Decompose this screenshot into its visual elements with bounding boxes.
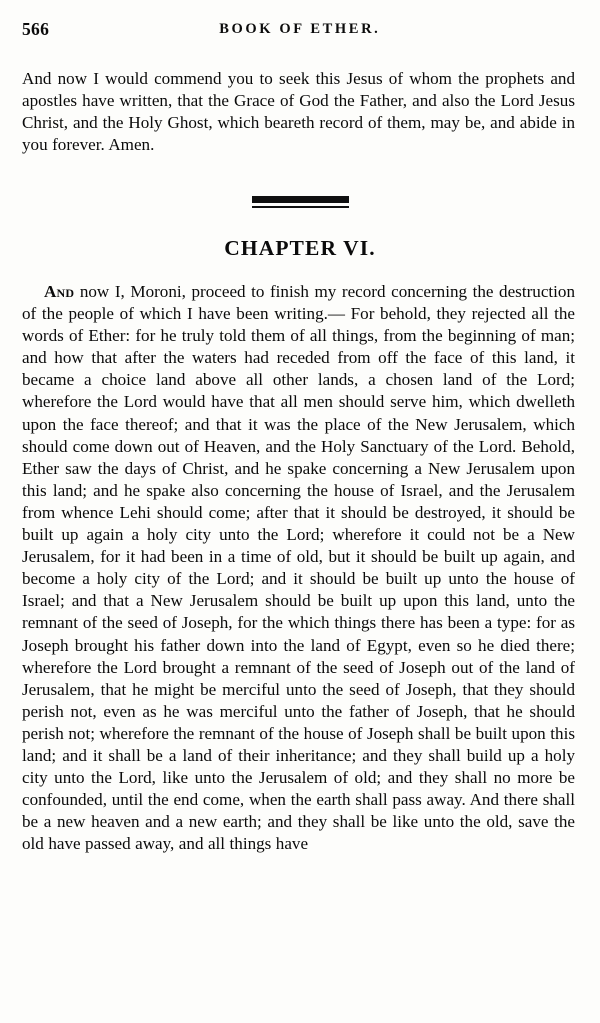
chapter-divider-ornament <box>0 196 600 208</box>
chapter-opening-word: And <box>44 282 75 301</box>
chapter-heading: CHAPTER VI. <box>224 236 376 260</box>
chapter-body-block <box>22 281 575 855</box>
running-head <box>22 18 575 40</box>
page-number: 566 <box>22 19 50 39</box>
intro-paragraph-block <box>22 68 575 156</box>
intro-paragraph: And now I would commend you to seek this Jesus of whom the prophets and apostles have written, that the Grace of God the Father, and also the Lord Jesus Christ, and the Holy Ghost, which beareth record of them, may be, and abide in you forever. Amen. <box>22 69 575 155</box>
divider-thick-bar <box>252 196 349 203</box>
chapter-body-paragraph <box>22 281 575 855</box>
divider-thin-rule <box>252 206 349 208</box>
chapter-body-text: now I, Moroni, proceed to finish my record concerning the destruction of the people of which I have been writing.— For behold, they rejected all the words of Ether: for he truly told them of all things, from the beginning of man; and how that after the waters had receded from off the face of this land, it became a choice land above all other lands, a chosen land of the Lord; wherefore the Lord would have that all men should serve him, which dwelleth upon the face thereof; and that it was the place of the New Jerusalem, which should come down out of Heaven, and the Holy Sanctuary of the Lord. Behold, Ether saw the days of Christ, and he spake concerning a New Jerusalem upon this land; and he spake also concerning the house of Israel, and the Jerusalem from whence Lehi should come; after that it should be destroyed, it should be built up again a holy city unto the Lord; wherefore it could not be a New Jerusalem, for it had been in a time of old, but it should be built up again, and become a holy city of the Lord; and it should be built up unto the house of Israel; and that a New Jerusalem should be built up upon this land, unto the remnant of the seed of Joseph, for the which things there has been a type: for as Joseph brought his father down into the land of Egypt, even so he died there; wherefore the Lord brought a remnant of the seed of Joseph out of the land of Jerusalem, that he might be merciful unto the seed of Joseph, that they should perish not, even as he was merciful unto the father of Joseph, that he should perish not; wherefore the remnant of the house of Joseph shall be built upon this land; and it shall be a land of their inheritance; and they shall build up a holy city unto the Lord, like unto the Jerusalem of old; and they shall no more be confounded, until the end come, when the earth shall pass away. And there shall be a new heaven and a new earth; and they shall be like unto the old, save the old have passed away, and all things have <box>22 282 575 854</box>
running-head-title: BOOK OF ETHER. <box>219 21 381 37</box>
